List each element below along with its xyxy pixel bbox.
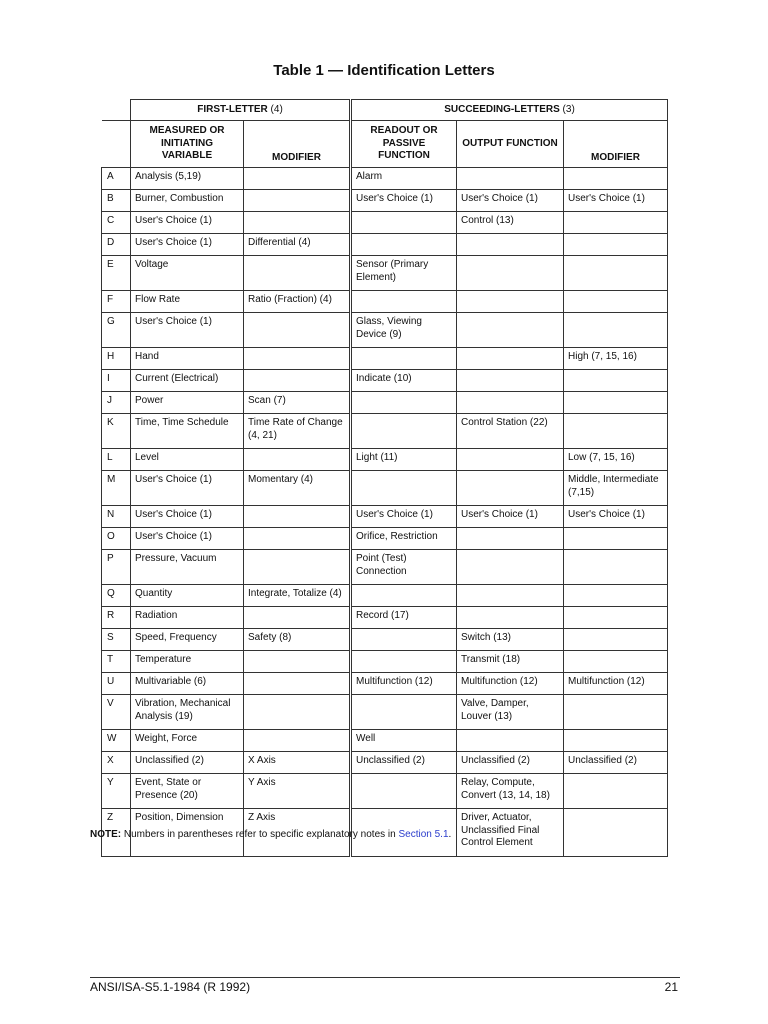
output-function-cell [457,528,564,550]
output-function-cell: Multifunction (12) [457,673,564,695]
output-function-cell [457,550,564,585]
letter-cell: N [102,506,131,528]
first-modifier-cell [244,673,351,695]
readout-function-cell [351,392,457,414]
footer-rule [90,977,680,978]
succeeding-modifier-cell [564,695,668,730]
succeeding-modifier-cell [564,809,668,857]
readout-function-cell: Glass, Viewing Device (9) [351,313,457,348]
measured-variable-cell: User's Choice (1) [131,528,244,550]
first-modifier-cell [244,212,351,234]
succeeding-modifier-cell: Unclassified (2) [564,752,668,774]
letter-cell: C [102,212,131,234]
first-modifier-cell: Z Axis [244,809,351,857]
output-function-cell [457,234,564,256]
output-function-cell [457,392,564,414]
identification-letters-table [101,99,668,857]
succeeding-modifier-cell: User's Choice (1) [564,506,668,528]
measured-variable-cell: Vibration, Mechanical Analysis (19) [131,695,244,730]
succeeding-modifier-cell [564,651,668,673]
letter-cell: Z [102,809,131,857]
succeeding-modifier-cell [564,313,668,348]
readout-function-cell [351,774,457,809]
table-row [102,471,668,506]
readout-function-cell [351,212,457,234]
measured-variable-cell: Quantity [131,585,244,607]
first-modifier-cell [244,370,351,392]
output-function-cell [457,730,564,752]
table-row [102,313,668,348]
succeeding-letters-header: SUCCEEDING-LETTERS (3) [351,100,668,121]
table-row [102,550,668,585]
note-label: NOTE: [90,829,122,840]
measured-variable-cell: Flow Rate [131,291,244,313]
page-number: 21 [664,980,678,994]
first-modifier-cell [244,651,351,673]
letter-cell: B [102,190,131,212]
succeeding-modifier-cell [564,585,668,607]
letter-cell: L [102,449,131,471]
first-modifier-cell: Momentary (4) [244,471,351,506]
output-function-cell: Valve, Damper, Louver (13) [457,695,564,730]
output-function-cell [457,607,564,629]
first-modifier-cell [244,607,351,629]
readout-function-cell: Sensor (Primary Element) [351,256,457,291]
output-function-cell: Control Station (22) [457,414,564,449]
succeeding-modifier-cell [564,256,668,291]
succeeding-modifier-cell: User's Choice (1) [564,190,668,212]
letter-cell: A [102,168,131,190]
measured-variable-cell: Analysis (5,19) [131,168,244,190]
table-row [102,190,668,212]
table-row [102,449,668,471]
measured-variable-cell: User's Choice (1) [131,212,244,234]
table-row [102,212,668,234]
measured-variable-cell: Temperature [131,651,244,673]
output-function-cell: Driver, Actuator, Unclassified Final Control Element [457,809,564,857]
output-function-cell [457,348,564,370]
table-body [102,168,668,857]
succeeding-modifier-cell: Middle, Intermediate (7,15) [564,471,668,506]
succeeding-modifier-cell [564,774,668,809]
table-row [102,528,668,550]
first-modifier-cell [244,730,351,752]
first-modifier-cell [244,313,351,348]
output-function-cell: Relay, Compute, Convert (13, 14, 18) [457,774,564,809]
first-modifier-cell [244,550,351,585]
letter-cell: F [102,291,131,313]
measured-variable-cell: User's Choice (1) [131,506,244,528]
corner-cell [102,121,131,168]
letter-cell: Q [102,585,131,607]
table-row [102,774,668,809]
first-modifier-cell [244,449,351,471]
output-function-header: OUTPUT FUNCTION [457,121,564,168]
succeeding-modifier-cell [564,607,668,629]
output-function-cell: User's Choice (1) [457,190,564,212]
table-row [102,291,668,313]
letter-cell: W [102,730,131,752]
first-modifier-cell [244,695,351,730]
output-function-cell: Switch (13) [457,629,564,651]
table-row [102,506,668,528]
table-row [102,585,668,607]
measured-variable-cell: Current (Electrical) [131,370,244,392]
letter-cell: E [102,256,131,291]
letter-cell: G [102,313,131,348]
succeeding-modifier-header: MODIFIER [564,121,668,168]
table-row [102,370,668,392]
readout-function-cell: Well [351,730,457,752]
succeeding-modifier-cell [564,212,668,234]
corner-cell [102,100,131,121]
measured-variable-cell: Hand [131,348,244,370]
first-modifier-cell: Ratio (Fraction) (4) [244,291,351,313]
table-row [102,414,668,449]
measured-variable-cell: Voltage [131,256,244,291]
succeeding-modifier-cell: Low (7, 15, 16) [564,449,668,471]
measured-variable-cell: User's Choice (1) [131,313,244,348]
first-modifier-cell: Time Rate of Change (4, 21) [244,414,351,449]
succeeding-modifier-cell [564,414,668,449]
output-function-cell [457,370,564,392]
table-row [102,752,668,774]
first-modifier-cell [244,528,351,550]
succeeding-modifier-cell [564,550,668,585]
measured-variable-header: MEASURED OR INITIATING VARIABLE [131,121,244,168]
output-function-cell: Control (13) [457,212,564,234]
readout-function-cell [351,291,457,313]
readout-function-cell [351,629,457,651]
first-modifier-cell [244,256,351,291]
output-function-cell [457,291,564,313]
letter-cell: H [102,348,131,370]
readout-function-cell [351,414,457,449]
letter-cell: P [102,550,131,585]
succeeding-modifier-cell [564,234,668,256]
first-modifier-cell: Y Axis [244,774,351,809]
letter-cell: X [102,752,131,774]
measured-variable-cell: Speed, Frequency [131,629,244,651]
readout-function-cell [351,234,457,256]
measured-variable-cell: User's Choice (1) [131,471,244,506]
table-row [102,629,668,651]
readout-function-cell: User's Choice (1) [351,190,457,212]
table-row [102,673,668,695]
letter-cell: K [102,414,131,449]
note-text: Numbers in parentheses refer to specific explanatory notes in [121,829,399,840]
readout-function-cell: User's Choice (1) [351,506,457,528]
table-title: Table 1 — Identification Letters [273,62,495,79]
measured-variable-cell: Power [131,392,244,414]
table-row [102,348,668,370]
table-row [102,392,668,414]
first-modifier-cell: Differential (4) [244,234,351,256]
measured-variable-cell: Pressure, Vacuum [131,550,244,585]
first-modifier-cell [244,190,351,212]
letter-cell: T [102,651,131,673]
table-row [102,651,668,673]
succeeding-modifier-cell [564,730,668,752]
output-function-cell [457,256,564,291]
measured-variable-cell: Radiation [131,607,244,629]
letter-cell: R [102,607,131,629]
first-modifier-header: MODIFIER [244,121,351,168]
succeeding-modifier-cell: Multifunction (12) [564,673,668,695]
first-modifier-cell [244,506,351,528]
readout-function-cell [351,585,457,607]
succeeding-modifier-cell [564,370,668,392]
first-modifier-cell [244,348,351,370]
table-note: NOTE: Numbers in parentheses refer to specific explanatory notes in Section 5.1. [90,829,452,840]
readout-function-cell [351,695,457,730]
succeeding-modifier-cell [564,392,668,414]
table-row [102,730,668,752]
readout-function-cell: Light (11) [351,449,457,471]
output-function-cell: Unclassified (2) [457,752,564,774]
output-function-cell [457,585,564,607]
letter-cell: I [102,370,131,392]
table-row [102,234,668,256]
letter-cell: S [102,629,131,651]
measured-variable-cell: Time, Time Schedule [131,414,244,449]
measured-variable-cell: Position, Dimension [131,809,244,857]
succeeding-modifier-cell: High (7, 15, 16) [564,348,668,370]
readout-function-cell: Alarm [351,168,457,190]
letter-cell: O [102,528,131,550]
readout-function-cell: Indicate (10) [351,370,457,392]
succeeding-modifier-cell [564,629,668,651]
measured-variable-cell: Event, State or Presence (20) [131,774,244,809]
output-function-cell [457,168,564,190]
readout-function-cell: Record (17) [351,607,457,629]
readout-function-cell [351,651,457,673]
letter-cell: U [102,673,131,695]
readout-function-cell [351,471,457,506]
output-function-cell [457,471,564,506]
footer-document-id: ANSI/ISA-S5.1-1984 (R 1992) [90,980,251,994]
measured-variable-cell: Weight, Force [131,730,244,752]
table-row [102,256,668,291]
letter-cell: J [102,392,131,414]
section-link[interactable]: Section 5.1 [398,829,449,840]
table-row [102,168,668,190]
readout-function-cell: Multifunction (12) [351,673,457,695]
output-function-cell: User's Choice (1) [457,506,564,528]
measured-variable-cell: Burner, Combustion [131,190,244,212]
measured-variable-cell: Level [131,449,244,471]
first-modifier-cell: Safety (8) [244,629,351,651]
first-modifier-cell: X Axis [244,752,351,774]
readout-function-cell [351,348,457,370]
output-function-cell [457,449,564,471]
table-row [102,695,668,730]
measured-variable-cell: User's Choice (1) [131,234,244,256]
readout-function-header: READOUT OR PASSIVE FUNCTION [351,121,457,168]
succeeding-modifier-cell [564,168,668,190]
first-modifier-cell [244,168,351,190]
first-modifier-cell: Scan (7) [244,392,351,414]
letter-cell: V [102,695,131,730]
readout-function-cell: Unclassified (2) [351,752,457,774]
measured-variable-cell: Multivariable (6) [131,673,244,695]
readout-function-cell: Orifice, Restriction [351,528,457,550]
succeeding-modifier-cell [564,291,668,313]
letter-cell: M [102,471,131,506]
output-function-cell: Transmit (18) [457,651,564,673]
measured-variable-cell: Unclassified (2) [131,752,244,774]
letter-cell: D [102,234,131,256]
table-row [102,607,668,629]
succeeding-modifier-cell [564,528,668,550]
first-modifier-cell: Integrate, Totalize (4) [244,585,351,607]
first-letter-header: FIRST-LETTER (4) [131,100,351,121]
readout-function-cell: Point (Test) Connection [351,550,457,585]
output-function-cell [457,313,564,348]
letter-cell: Y [102,774,131,809]
